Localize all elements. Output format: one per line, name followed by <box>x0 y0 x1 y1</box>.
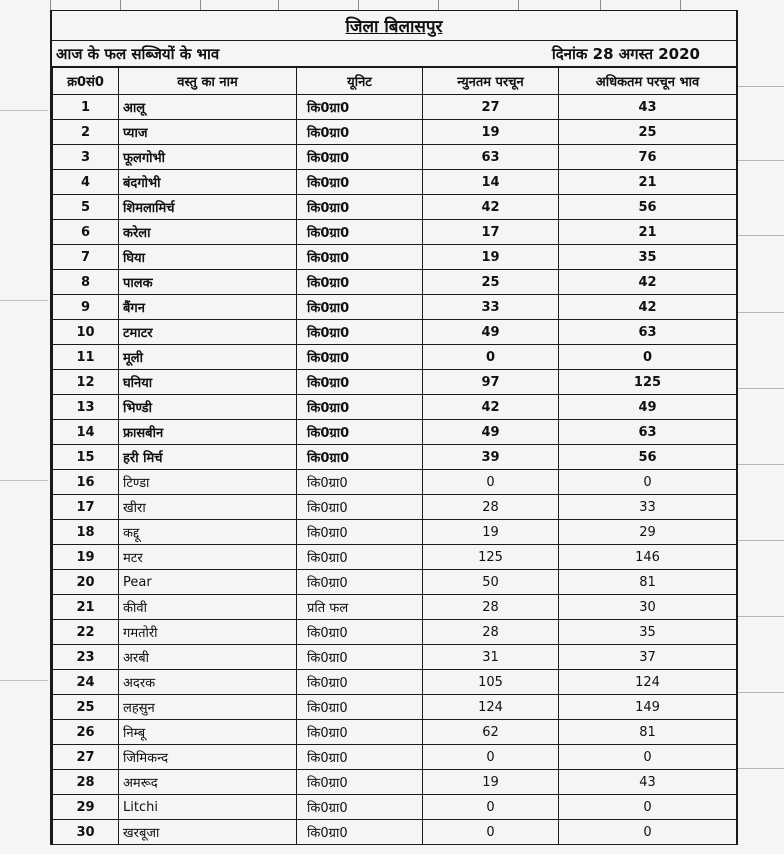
min-price-cell: 19 <box>423 520 559 545</box>
min-price-cell: 50 <box>423 570 559 595</box>
serial-cell: 7 <box>53 245 119 270</box>
item-name-cell: शिमलामिर्च <box>119 195 297 220</box>
min-price-cell: 0 <box>423 470 559 495</box>
table-row <box>53 270 737 295</box>
serial-cell: 4 <box>53 170 119 195</box>
min-price-cell: 31 <box>423 645 559 670</box>
spreadsheet-top-strip <box>0 0 784 10</box>
max-price-cell: 0 <box>559 745 737 770</box>
header-unit: यूनिट <box>297 68 423 95</box>
serial-cell: 24 <box>53 670 119 695</box>
min-price-cell: 0 <box>423 345 559 370</box>
table-row <box>53 520 737 545</box>
item-name-cell: घिया <box>119 245 297 270</box>
date-label: दिनांक 28 अगस्त 2020 <box>551 44 700 63</box>
max-price-cell: 43 <box>559 770 737 795</box>
item-name-cell: आलू <box>119 95 297 120</box>
item-name-cell: लहसुन <box>119 695 297 720</box>
table-row <box>53 120 737 145</box>
max-price-cell: 146 <box>559 545 737 570</box>
serial-cell: 20 <box>53 570 119 595</box>
max-price-cell: 37 <box>559 645 737 670</box>
title-row <box>52 11 736 41</box>
item-name-cell: फ्रासबीन <box>119 420 297 445</box>
unit-cell: कि0ग्रा0 <box>297 95 423 120</box>
serial-cell: 29 <box>53 795 119 820</box>
serial-cell: 26 <box>53 720 119 745</box>
min-price-cell: 27 <box>423 95 559 120</box>
unit-cell: कि0ग्रा0 <box>297 120 423 145</box>
table-row <box>53 295 737 320</box>
table-row <box>53 345 737 370</box>
price-sheet <box>50 10 738 845</box>
max-price-cell: 0 <box>559 470 737 495</box>
serial-cell: 18 <box>53 520 119 545</box>
serial-cell: 3 <box>53 145 119 170</box>
table-row <box>53 395 737 420</box>
min-price-cell: 0 <box>423 820 559 845</box>
unit-cell: कि0ग्रा0 <box>297 145 423 170</box>
item-name-cell: निम्बू <box>119 720 297 745</box>
max-price-cell: 43 <box>559 95 737 120</box>
min-price-cell: 19 <box>423 245 559 270</box>
sheet-title: जिला बिलासपुर <box>345 17 443 37</box>
table-body <box>53 95 737 845</box>
min-price-cell: 14 <box>423 170 559 195</box>
unit-cell: कि0ग्रा0 <box>297 495 423 520</box>
item-name-cell: फूलगोभी <box>119 145 297 170</box>
item-name-cell: बैंगन <box>119 295 297 320</box>
serial-cell: 6 <box>53 220 119 245</box>
item-name-cell: प्याज <box>119 120 297 145</box>
item-name-cell: अरबी <box>119 645 297 670</box>
item-name-cell: मटर <box>119 545 297 570</box>
min-price-cell: 62 <box>423 720 559 745</box>
header-max-price: अधिकतम परचून भाव <box>559 68 737 95</box>
unit-cell: कि0ग्रा0 <box>297 420 423 445</box>
min-price-cell: 42 <box>423 195 559 220</box>
min-price-cell: 97 <box>423 370 559 395</box>
table-row <box>53 670 737 695</box>
price-table <box>52 67 737 845</box>
unit-cell: कि0ग्रा0 <box>297 820 423 845</box>
unit-cell: कि0ग्रा0 <box>297 720 423 745</box>
unit-cell: कि0ग्रा0 <box>297 295 423 320</box>
unit-cell: प्रति फल <box>297 595 423 620</box>
item-name-cell: अदरक <box>119 670 297 695</box>
table-row <box>53 620 737 645</box>
serial-cell: 13 <box>53 395 119 420</box>
max-price-cell: 56 <box>559 195 737 220</box>
serial-cell: 10 <box>53 320 119 345</box>
max-price-cell: 76 <box>559 145 737 170</box>
serial-cell: 12 <box>53 370 119 395</box>
max-price-cell: 35 <box>559 620 737 645</box>
header-serial: क्र0सं0 <box>53 68 119 95</box>
serial-cell: 15 <box>53 445 119 470</box>
table-row <box>53 720 737 745</box>
serial-cell: 23 <box>53 645 119 670</box>
min-price-cell: 105 <box>423 670 559 695</box>
unit-cell: कि0ग्रा0 <box>297 470 423 495</box>
unit-cell: कि0ग्रा0 <box>297 620 423 645</box>
min-price-cell: 0 <box>423 745 559 770</box>
table-row <box>53 245 737 270</box>
table-header-row <box>53 68 737 95</box>
item-name-cell: कद्दू <box>119 520 297 545</box>
min-price-cell: 0 <box>423 795 559 820</box>
serial-cell: 27 <box>53 745 119 770</box>
serial-cell: 22 <box>53 620 119 645</box>
item-name-cell: मूली <box>119 345 297 370</box>
min-price-cell: 33 <box>423 295 559 320</box>
max-price-cell: 81 <box>559 720 737 745</box>
table-row <box>53 420 737 445</box>
unit-cell: कि0ग्रा0 <box>297 220 423 245</box>
table-row <box>53 195 737 220</box>
item-name-cell: टमाटर <box>119 320 297 345</box>
item-name-cell: खीरा <box>119 495 297 520</box>
serial-cell: 21 <box>53 595 119 620</box>
unit-cell: कि0ग्रा0 <box>297 770 423 795</box>
table-row <box>53 545 737 570</box>
table-row <box>53 820 737 845</box>
max-price-cell: 21 <box>559 220 737 245</box>
serial-cell: 1 <box>53 95 119 120</box>
item-name-cell: पालक <box>119 270 297 295</box>
min-price-cell: 28 <box>423 495 559 520</box>
item-name-cell: Pear <box>119 570 297 595</box>
serial-cell: 9 <box>53 295 119 320</box>
min-price-cell: 19 <box>423 120 559 145</box>
item-name-cell: घनिया <box>119 370 297 395</box>
item-name-cell: अमरूद <box>119 770 297 795</box>
unit-cell: कि0ग्रा0 <box>297 545 423 570</box>
item-name-cell: हरी मिर्च <box>119 445 297 470</box>
unit-cell: कि0ग्रा0 <box>297 670 423 695</box>
serial-cell: 5 <box>53 195 119 220</box>
max-price-cell: 21 <box>559 170 737 195</box>
table-row <box>53 470 737 495</box>
item-name-cell: करेला <box>119 220 297 245</box>
serial-cell: 17 <box>53 495 119 520</box>
item-name-cell: बंदगोभी <box>119 170 297 195</box>
serial-cell: 25 <box>53 695 119 720</box>
unit-cell: कि0ग्रा0 <box>297 520 423 545</box>
unit-cell: कि0ग्रा0 <box>297 745 423 770</box>
serial-cell: 2 <box>53 120 119 145</box>
table-row <box>53 770 737 795</box>
table-row <box>53 145 737 170</box>
item-name-cell: टिण्डा <box>119 470 297 495</box>
header-item: वस्तु का नाम <box>119 68 297 95</box>
table-row <box>53 170 737 195</box>
table-row <box>53 220 737 245</box>
item-name-cell: खरबूजा <box>119 820 297 845</box>
table-row <box>53 695 737 720</box>
max-price-cell: 0 <box>559 795 737 820</box>
max-price-cell: 49 <box>559 395 737 420</box>
min-price-cell: 28 <box>423 595 559 620</box>
min-price-cell: 25 <box>423 270 559 295</box>
max-price-cell: 56 <box>559 445 737 470</box>
min-price-cell: 49 <box>423 420 559 445</box>
max-price-cell: 124 <box>559 670 737 695</box>
header-min-price: न्युनतम परचून <box>423 68 559 95</box>
min-price-cell: 63 <box>423 145 559 170</box>
unit-cell: कि0ग्रा0 <box>297 195 423 220</box>
min-price-cell: 125 <box>423 545 559 570</box>
table-row <box>53 745 737 770</box>
unit-cell: कि0ग्रा0 <box>297 320 423 345</box>
unit-cell: कि0ग्रा0 <box>297 270 423 295</box>
max-price-cell: 81 <box>559 570 737 595</box>
table-row <box>53 570 737 595</box>
max-price-cell: 0 <box>559 345 737 370</box>
table-row <box>53 320 737 345</box>
serial-cell: 28 <box>53 770 119 795</box>
subtitle-left: आज के फल सब्जियों के भाव <box>56 44 220 63</box>
unit-cell: कि0ग्रा0 <box>297 245 423 270</box>
subtitle-row <box>52 41 736 67</box>
min-price-cell: 19 <box>423 770 559 795</box>
max-price-cell: 42 <box>559 295 737 320</box>
max-price-cell: 25 <box>559 120 737 145</box>
item-name-cell: जिमिकन्द <box>119 745 297 770</box>
item-name-cell: गमतोरी <box>119 620 297 645</box>
max-price-cell: 125 <box>559 370 737 395</box>
table-row <box>53 645 737 670</box>
item-name-cell: कीवी <box>119 595 297 620</box>
unit-cell: कि0ग्रा0 <box>297 795 423 820</box>
min-price-cell: 124 <box>423 695 559 720</box>
max-price-cell: 33 <box>559 495 737 520</box>
unit-cell: कि0ग्रा0 <box>297 345 423 370</box>
max-price-cell: 149 <box>559 695 737 720</box>
serial-cell: 11 <box>53 345 119 370</box>
unit-cell: कि0ग्रा0 <box>297 445 423 470</box>
item-name-cell: भिण्डी <box>119 395 297 420</box>
max-price-cell: 63 <box>559 320 737 345</box>
table-row <box>53 495 737 520</box>
max-price-cell: 35 <box>559 245 737 270</box>
table-row <box>53 95 737 120</box>
unit-cell: कि0ग्रा0 <box>297 645 423 670</box>
serial-cell: 8 <box>53 270 119 295</box>
unit-cell: कि0ग्रा0 <box>297 370 423 395</box>
serial-cell: 16 <box>53 470 119 495</box>
min-price-cell: 42 <box>423 395 559 420</box>
max-price-cell: 0 <box>559 820 737 845</box>
max-price-cell: 29 <box>559 520 737 545</box>
unit-cell: कि0ग्रा0 <box>297 170 423 195</box>
unit-cell: कि0ग्रा0 <box>297 695 423 720</box>
unit-cell: कि0ग्रा0 <box>297 395 423 420</box>
table-row <box>53 795 737 820</box>
min-price-cell: 28 <box>423 620 559 645</box>
serial-cell: 19 <box>53 545 119 570</box>
unit-cell: कि0ग्रा0 <box>297 570 423 595</box>
table-row <box>53 445 737 470</box>
table-row <box>53 370 737 395</box>
min-price-cell: 17 <box>423 220 559 245</box>
max-price-cell: 63 <box>559 420 737 445</box>
serial-cell: 30 <box>53 820 119 845</box>
serial-cell: 14 <box>53 420 119 445</box>
min-price-cell: 49 <box>423 320 559 345</box>
max-price-cell: 42 <box>559 270 737 295</box>
min-price-cell: 39 <box>423 445 559 470</box>
item-name-cell: Litchi <box>119 795 297 820</box>
max-price-cell: 30 <box>559 595 737 620</box>
table-row <box>53 595 737 620</box>
